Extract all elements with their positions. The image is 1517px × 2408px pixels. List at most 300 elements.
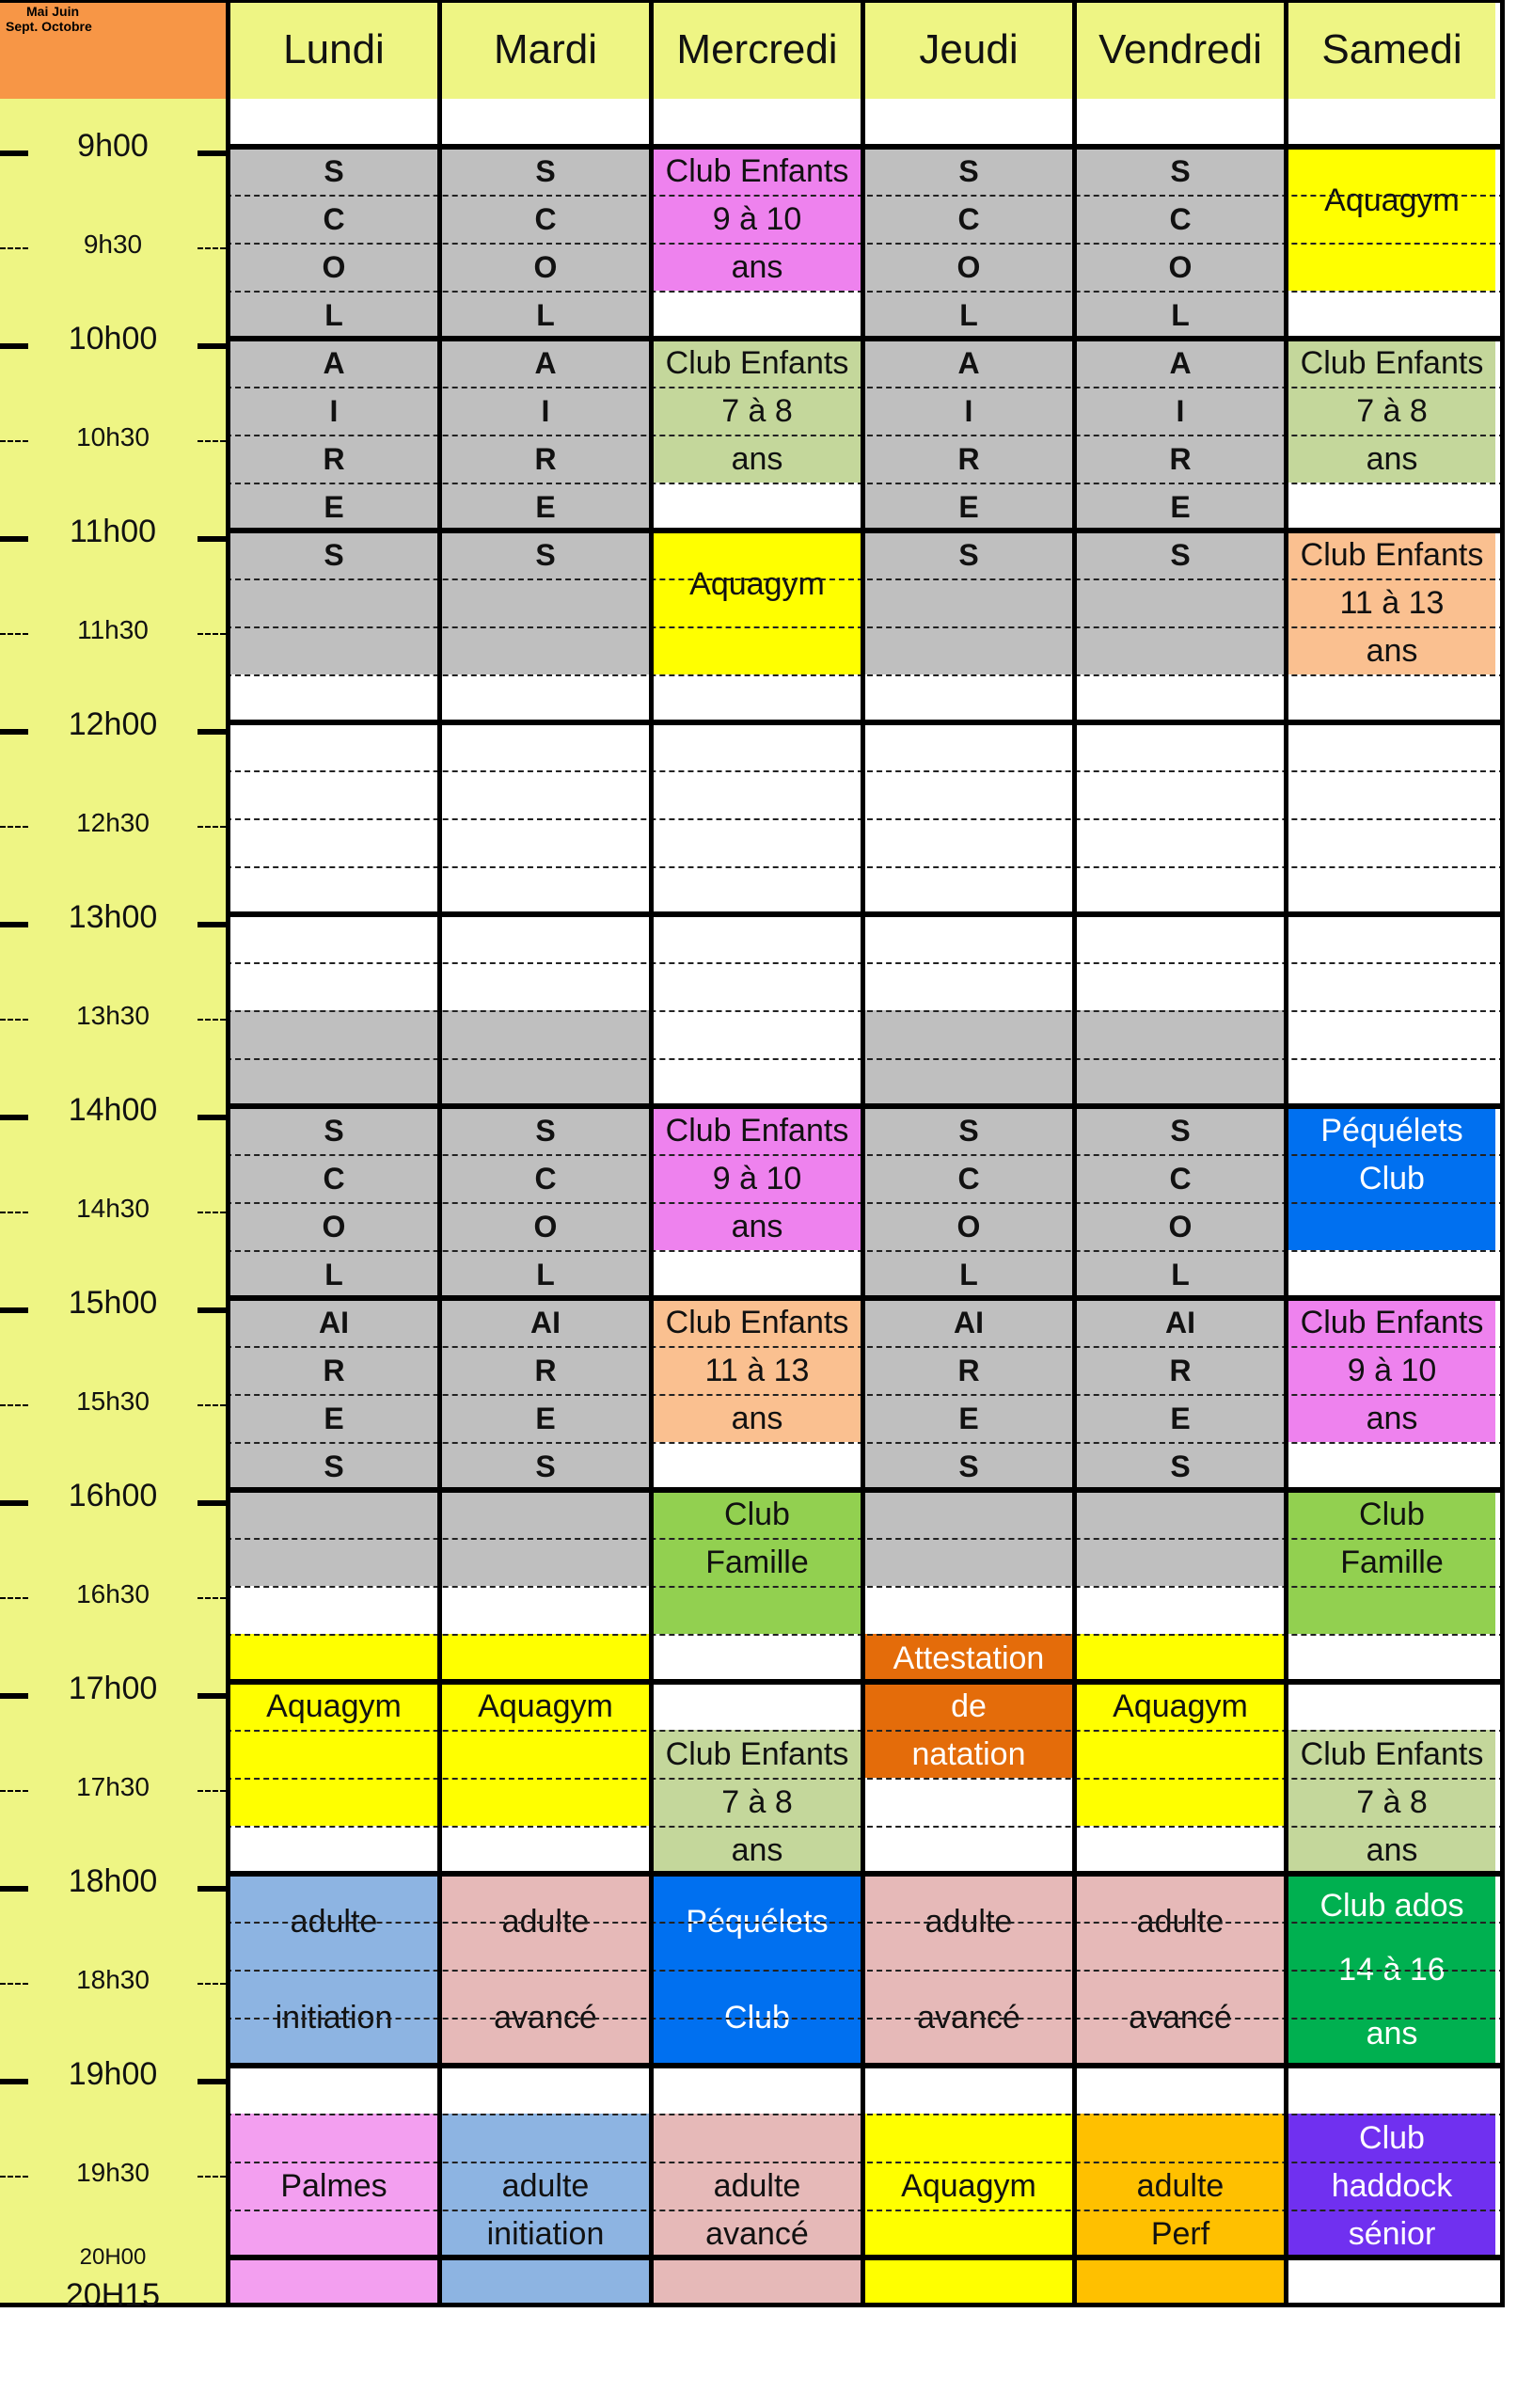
cell-text (1387, 221, 1396, 253)
schedule-cell (1077, 2114, 1284, 2258)
cell-text: adulte (1136, 2167, 1225, 2204)
cell-text: 7 à 8 (1356, 1783, 1428, 1820)
slot-line (226, 1250, 1505, 1252)
column-border (1072, 0, 1077, 2305)
cell-text (329, 2122, 338, 2154)
schedule-cell (654, 483, 861, 531)
cell-text (1176, 1786, 1184, 1818)
time-label: 15h30 (76, 1386, 150, 1416)
slot-line (226, 578, 1505, 580)
hour-tick (0, 1886, 28, 1892)
slot-line (226, 1538, 1505, 1540)
schedule-cell (654, 674, 861, 1106)
column-border (1500, 0, 1505, 2305)
hour-tick (198, 922, 226, 927)
slot-line (226, 291, 1505, 293)
cell-text: S (535, 153, 556, 188)
schedule-cell (230, 2114, 437, 2258)
cell-text (542, 588, 550, 618)
cell-text: L (959, 297, 978, 332)
cell-text: ans (731, 440, 783, 477)
slot-line (226, 2162, 1505, 2163)
hour-tick (198, 1115, 226, 1120)
slot-line (226, 1442, 1505, 1444)
cell-text: O (1168, 249, 1193, 284)
schedule-cell (442, 2066, 649, 2114)
schedule-cell (865, 2114, 1072, 2258)
cell-text: E (1170, 489, 1191, 524)
cell-text: Club Enfants (665, 152, 849, 189)
day-header-5: Samedi (1288, 0, 1495, 99)
cell-text: adulte (924, 1904, 1013, 1940)
cell-text: S (324, 1449, 344, 1483)
slot-line (226, 1778, 1505, 1780)
slot-line (226, 1970, 1505, 1972)
cell-text: O (956, 1209, 981, 1244)
hour-line (226, 1487, 1505, 1493)
time-label: 20H00 (79, 2244, 147, 2270)
season-header (0, 0, 226, 99)
cell-text: L (959, 1257, 978, 1291)
cell-text: R (957, 441, 980, 476)
half-tick (198, 440, 226, 442)
schedule-cell (865, 1634, 1072, 1778)
time-label: 13h30 (76, 1001, 150, 1030)
time-label: 10h00 (68, 321, 158, 356)
cell-text: R (1169, 441, 1192, 476)
slot-line (226, 435, 1505, 436)
cell-text: O (956, 249, 981, 284)
schedule-cell (1288, 1298, 1495, 1442)
cell-text: ans (1366, 2016, 1418, 2052)
schedule-cell (1077, 1826, 1284, 1874)
cell-text (541, 1738, 549, 1770)
cell-text: Club (1359, 1496, 1425, 1532)
hour-tick (0, 1115, 28, 1120)
schedule-cell (230, 2258, 437, 2305)
cell-text: sénior (1348, 2215, 1436, 2252)
cell-text: ans (731, 1831, 783, 1868)
schedule-cell (1288, 147, 1495, 291)
hour-tick (198, 150, 226, 156)
cell-text: A (323, 345, 345, 380)
cell-text: S (958, 537, 979, 572)
cell-text: S (1170, 153, 1191, 188)
half-tick (198, 633, 226, 635)
cell-text: R (323, 1353, 345, 1387)
cell-text (542, 636, 550, 666)
cell-text: 11 à 13 (704, 1352, 810, 1388)
schedule-cell (865, 2066, 1072, 2114)
half-tick (0, 1597, 28, 1599)
cell-text: AI (319, 1305, 349, 1339)
schedule-cell (442, 1826, 649, 1874)
cell-text: S (958, 1449, 979, 1483)
cell-text: E (958, 1401, 979, 1435)
cell-text: Famille (1340, 1544, 1444, 1580)
half-tick (0, 440, 28, 442)
schedule-cell (654, 531, 861, 674)
time-label: 15h00 (68, 1285, 158, 1321)
cell-text: adulte (290, 1904, 378, 1940)
cell-text: Famille (705, 1544, 809, 1580)
schedule-cell (1288, 2066, 1495, 2114)
cell-text (1176, 2122, 1184, 2154)
hour-tick (198, 729, 226, 735)
cell-text: O (322, 1209, 346, 1244)
hour-tick (198, 1693, 226, 1699)
hour-line (226, 528, 1505, 533)
cell-text: L (536, 1257, 555, 1291)
hour-line (226, 2255, 1505, 2260)
time-label: 13h00 (68, 899, 158, 935)
cell-text: R (534, 441, 557, 476)
half-tick (0, 1019, 28, 1021)
schedule-cell (654, 2258, 861, 2305)
cell-text: 9 à 10 (1347, 1352, 1437, 1388)
schedule-cell (1288, 2114, 1495, 2258)
schedule-cell (865, 1586, 1072, 1634)
half-tick (198, 1019, 226, 1021)
slot-line (226, 866, 1505, 868)
slot-line (226, 2018, 1505, 2020)
cell-text: de (951, 1687, 987, 1724)
schedule-cell (230, 1586, 437, 1634)
cell-text: 9 à 10 (712, 1160, 802, 1196)
season-line-1: Mai Juin (26, 4, 80, 19)
cell-text: 9 à 10 (712, 200, 802, 237)
slot-line (226, 626, 1505, 628)
schedule-cell (654, 1250, 861, 1298)
cell-text: avancé (705, 2215, 809, 2252)
cell-text: Attestation (893, 1640, 1045, 1676)
column-border (649, 0, 654, 2305)
cell-text: avancé (1129, 2000, 1232, 2036)
schedule-cell (1288, 531, 1495, 674)
schedule-cell (1288, 2258, 1495, 2305)
slot-line (226, 1058, 1505, 1060)
schedule-cell (1288, 99, 1495, 147)
half-tick (198, 1404, 226, 1406)
cell-text: Aquagym (478, 1687, 613, 1724)
schedule-cell (1288, 1106, 1495, 1250)
cell-text: I (541, 393, 550, 428)
schedule-cell (1288, 483, 1495, 531)
schedule-cell (1288, 674, 1495, 1106)
cell-text (329, 1738, 338, 1770)
hour-line (226, 1103, 1505, 1109)
schedule-cell (442, 147, 649, 674)
time-label: 16h30 (76, 1579, 150, 1608)
schedule-cell (654, 1298, 861, 1442)
half-tick (0, 826, 28, 828)
half-tick (198, 2176, 226, 2178)
cell-text (1176, 1738, 1184, 1770)
hour-tick (198, 536, 226, 542)
cell-text: S (535, 1113, 556, 1148)
cell-text (1387, 149, 1396, 181)
schedule-cell (1077, 99, 1284, 147)
column-border (1284, 0, 1288, 2305)
cell-text: ans (1366, 632, 1418, 669)
slot-line (226, 1010, 1505, 1012)
cell-text: O (1168, 1209, 1193, 1244)
table-border (0, 0, 1505, 3)
cell-text: avancé (917, 2000, 1020, 2036)
schedule-cell (1077, 2066, 1284, 2114)
schedule-cell (1077, 1586, 1284, 1634)
cell-text (330, 636, 339, 666)
slot-line (226, 2210, 1505, 2211)
time-label: 12h30 (76, 808, 150, 837)
cell-text: 7 à 8 (721, 392, 793, 429)
season-line-2: Sept. Octobre (6, 19, 92, 34)
cell-text: ans (1366, 1400, 1418, 1436)
cell-text: 11 à 13 (1339, 584, 1445, 621)
hour-tick (198, 2079, 226, 2084)
schedule-cell (442, 2258, 649, 2305)
cell-text: R (323, 441, 345, 476)
cell-text: E (535, 1401, 556, 1435)
day-header-0: Lundi (230, 0, 437, 99)
cell-text: S (958, 1113, 979, 1148)
cell-text: natation (911, 1735, 1026, 1772)
slot-line (226, 962, 1505, 964)
cell-text: Perf (1150, 2215, 1210, 2252)
schedule-cell (1288, 291, 1495, 339)
cell-text: L (536, 297, 555, 332)
half-tick (198, 247, 226, 249)
day-header-4: Vendredi (1077, 0, 1284, 99)
cell-text (1177, 588, 1185, 618)
hour-tick (0, 1693, 28, 1699)
slot-line (226, 1202, 1505, 1204)
schedule-cell (865, 99, 1072, 147)
half-tick (198, 1597, 226, 1599)
cell-text: C (534, 1161, 557, 1196)
cell-text: Club (1359, 2119, 1425, 2156)
cell-text (965, 636, 973, 666)
time-label: 17h30 (76, 1772, 150, 1801)
cell-text (752, 641, 761, 673)
half-tick (0, 1212, 28, 1213)
cell-text: Club Enfants (1300, 344, 1484, 381)
schedule-cell (865, 2258, 1072, 2305)
cell-text (1387, 1211, 1396, 1243)
cell-text: S (1170, 537, 1191, 572)
slot-line (226, 1154, 1505, 1156)
time-label: 17h00 (68, 1671, 158, 1706)
cell-text: S (324, 1113, 344, 1148)
schedule-cell (654, 2114, 861, 2258)
hour-tick (0, 536, 28, 542)
cell-text (1176, 1642, 1184, 1674)
cell-text: Club (724, 1496, 790, 1532)
cell-text: Péquélets (686, 1904, 829, 1940)
cell-text: ans (731, 248, 783, 285)
half-tick (0, 247, 28, 249)
cell-text: E (1170, 1401, 1191, 1435)
time-label: 14h00 (68, 1092, 158, 1128)
schedule-cell (654, 1730, 861, 1874)
cell-text (965, 588, 973, 618)
column-border (861, 0, 865, 2305)
slot-line (226, 1586, 1505, 1588)
cell-text (1387, 257, 1396, 289)
cell-text (752, 605, 761, 637)
cell-text (329, 2218, 338, 2250)
cell-text (752, 1594, 761, 1626)
cell-text: adulte (1136, 1904, 1225, 1940)
column-border (226, 0, 230, 2305)
cell-text (329, 1786, 338, 1818)
schedule-cell (442, 99, 649, 147)
cell-text: haddock (1331, 2167, 1453, 2204)
slot-line (226, 1730, 1505, 1732)
half-tick (198, 826, 226, 828)
cell-text: A (957, 345, 980, 380)
hour-line (226, 2063, 1505, 2068)
time-label: 9h00 (77, 128, 149, 164)
cell-text: C (1169, 201, 1192, 236)
half-tick (198, 1983, 226, 1985)
time-label: 18h00 (68, 1863, 158, 1899)
cell-text: C (323, 201, 345, 236)
cell-text: S (1170, 1113, 1191, 1148)
time-label: 14h30 (76, 1194, 150, 1223)
cell-text (330, 588, 339, 618)
slot-line (226, 674, 1505, 676)
schedule-cell (654, 1442, 861, 1490)
cell-text (541, 1786, 549, 1818)
time-label: 11h30 (77, 615, 149, 644)
cell-text: Club Enfants (665, 1304, 849, 1340)
half-tick (0, 1983, 28, 1985)
time-label: 18h30 (76, 1965, 150, 1994)
cell-text: O (533, 249, 558, 284)
schedule-cell (1077, 147, 1284, 674)
half-tick (0, 2176, 28, 2178)
cell-text: ans (1366, 440, 1418, 477)
cell-text: O (533, 1209, 558, 1244)
slot-line (226, 1394, 1505, 1396)
time-label: 16h00 (68, 1478, 158, 1513)
cell-text: AI (1165, 1305, 1195, 1339)
cell-text: avancé (494, 2000, 597, 2036)
cell-text: S (324, 537, 344, 572)
day-header-1: Mardi (442, 0, 649, 99)
hour-tick (198, 1886, 226, 1892)
cell-text (752, 2122, 761, 2154)
hour-tick (198, 1500, 226, 1506)
cell-text (541, 2122, 549, 2154)
cell-text: ans (731, 1208, 783, 1244)
schedule-cell (230, 147, 437, 674)
hour-line (226, 720, 1505, 725)
cell-text: L (1171, 1257, 1190, 1291)
cell-text: Palmes (280, 2167, 387, 2204)
hour-tick (0, 1500, 28, 1506)
cell-text: 14 à 16 (1338, 1952, 1446, 1988)
hour-tick (198, 1307, 226, 1313)
cell-text: Club Enfants (665, 1735, 849, 1772)
cell-text (329, 1642, 338, 1674)
cell-text: A (1169, 345, 1192, 380)
slot-line (226, 1634, 1505, 1636)
cell-text: I (1176, 393, 1185, 428)
schedule-cell (1077, 2258, 1284, 2305)
cell-text: AI (954, 1305, 984, 1339)
schedule-cell (1288, 1490, 1495, 1634)
column-border (437, 0, 442, 2305)
day-header-3: Jeudi (865, 0, 1072, 99)
schedule-cell (1288, 1730, 1495, 1874)
schedule-cell (230, 2066, 437, 2114)
cell-text: initiation (275, 2000, 393, 2036)
schedule-cell (1288, 1442, 1495, 1490)
cell-text: Aquagym (1324, 182, 1460, 219)
time-label: 20H15 (65, 2277, 161, 2313)
cell-text: O (322, 249, 346, 284)
half-tick (0, 1404, 28, 1406)
cell-text: R (534, 1353, 557, 1387)
cell-text: Club Enfants (1300, 1304, 1484, 1340)
schedule-cell (442, 1586, 649, 1634)
cell-text: C (1169, 1161, 1192, 1196)
slot-line (226, 195, 1505, 197)
half-tick (198, 1212, 226, 1213)
hour-tick (0, 2079, 28, 2084)
cell-text (1177, 636, 1185, 666)
cell-text: R (1169, 1353, 1192, 1387)
half-tick (0, 633, 28, 635)
slot-line (226, 483, 1505, 484)
schedule-cell (1288, 339, 1495, 483)
hour-line (226, 336, 1505, 341)
slot-line (226, 770, 1505, 772)
cell-text (541, 1642, 549, 1674)
cell-text: 7 à 8 (1356, 392, 1428, 429)
cell-text: initiation (486, 2215, 605, 2252)
hour-line (226, 1295, 1505, 1301)
cell-text: Aquagym (901, 2167, 1036, 2204)
cell-text: AI (530, 1305, 561, 1339)
cell-text: E (324, 489, 344, 524)
cell-text: E (535, 489, 556, 524)
cell-text: Aquagym (689, 566, 825, 603)
hour-line (226, 911, 1505, 917)
cell-text: 7 à 8 (721, 1783, 793, 1820)
cell-text: L (324, 1257, 343, 1291)
schedule-cell (230, 99, 437, 147)
cell-text: I (964, 393, 973, 428)
schedule-cell (654, 339, 861, 483)
half-tick (198, 1790, 226, 1792)
time-label: 19h30 (76, 2158, 150, 2187)
slot-line (226, 2114, 1505, 2115)
cell-text: ans (1366, 1831, 1418, 1868)
hour-tick (198, 343, 226, 349)
cell-text: E (324, 1401, 344, 1435)
time-label: 19h00 (68, 2056, 158, 2092)
schedule-cell (654, 2066, 861, 2114)
cell-text: A (534, 345, 557, 380)
hour-tick (0, 150, 28, 156)
cell-text (752, 532, 761, 564)
schedule-cell (654, 99, 861, 147)
cell-text: S (535, 537, 556, 572)
schedule-cell (442, 2114, 649, 2258)
